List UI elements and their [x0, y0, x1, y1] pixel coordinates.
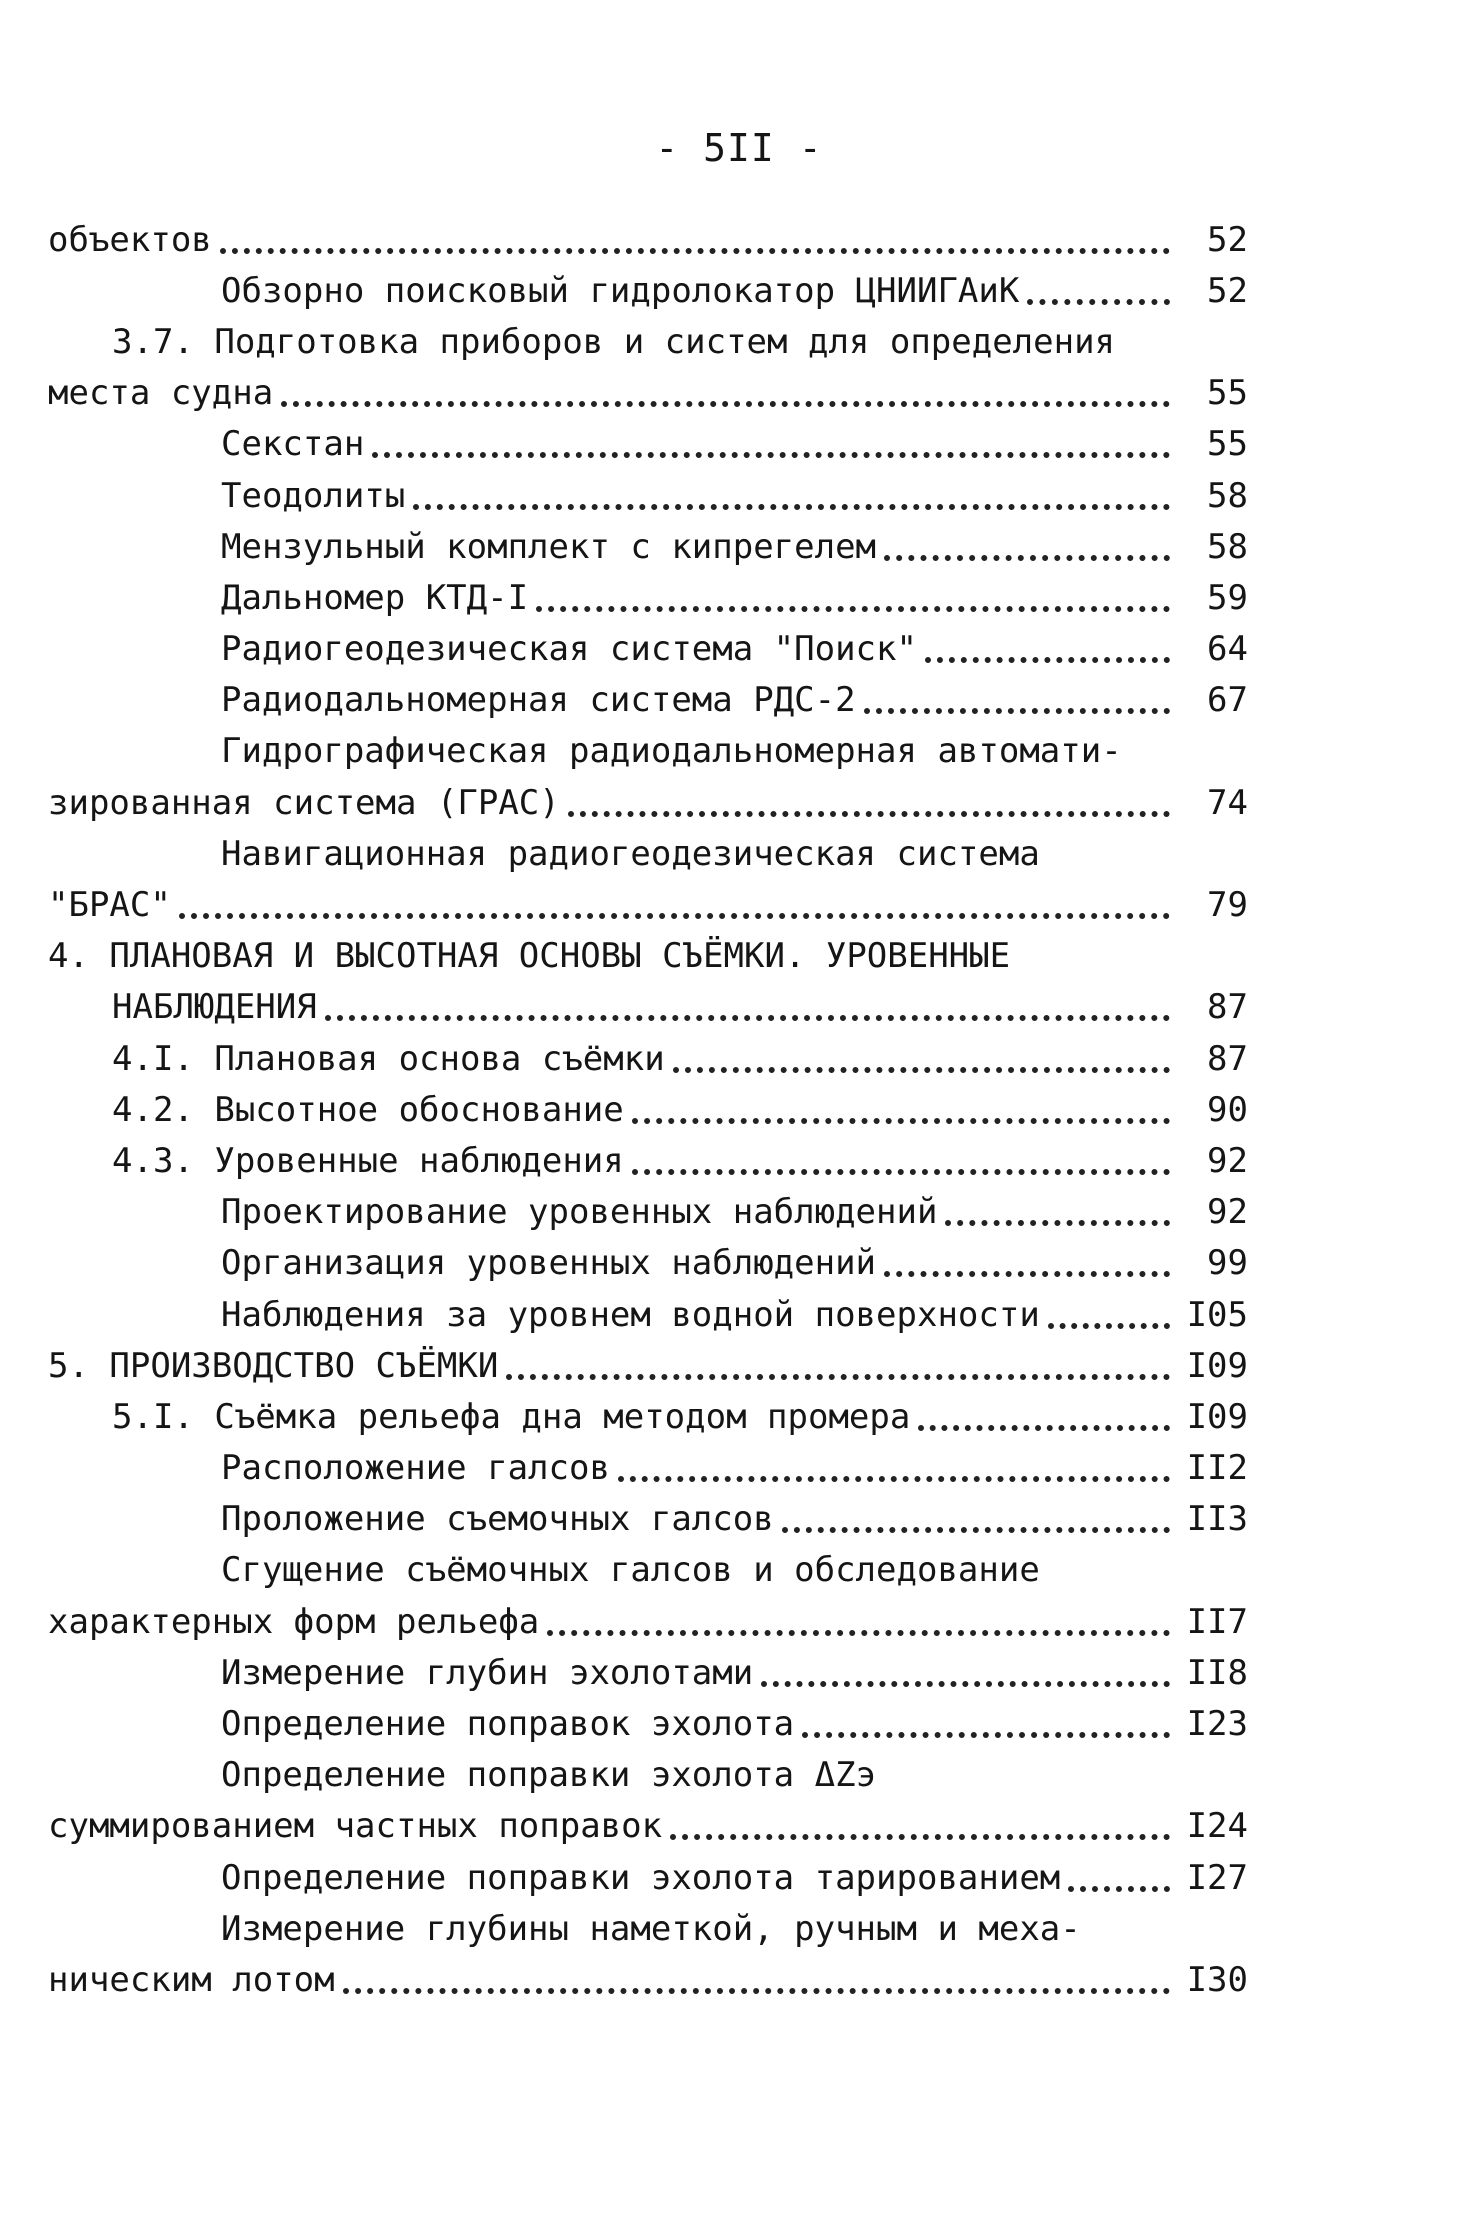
toc-entry-title: Расположение галсов	[221, 1448, 610, 1489]
toc-entry-page: 52	[1207, 219, 1248, 260]
dot-leader	[673, 1033, 1170, 1073]
toc-entry-title: Навигационная радиогеодезическая система	[221, 833, 1040, 874]
dot-leader	[802, 1698, 1170, 1738]
toc-entry-title: Теодолиты	[221, 475, 406, 516]
toc-entry-page: I30	[1186, 1959, 1248, 2000]
table-of-contents	[48, 214, 1248, 2006]
dot-leader	[945, 1187, 1170, 1227]
toc-entry	[48, 1698, 1248, 1749]
toc-entry	[48, 1954, 1248, 2005]
toc-entry	[48, 1289, 1248, 1340]
toc-entry-page: 74	[1207, 782, 1248, 823]
toc-entry	[48, 1084, 1248, 1135]
toc-entry-page: I23	[1186, 1704, 1248, 1745]
toc-entry	[48, 1391, 1248, 1442]
toc-entry	[48, 1135, 1248, 1186]
toc-entry-page: I09	[1186, 1345, 1248, 1386]
toc-entry	[48, 1238, 1248, 1289]
toc-entry	[48, 1647, 1248, 1698]
toc-entry	[48, 1801, 1248, 1852]
toc-entry-title: 4.I. Плановая основа съёмки	[112, 1038, 665, 1079]
dot-leader	[1027, 265, 1170, 305]
toc-entry-page: 92	[1207, 1140, 1248, 1181]
toc-entry	[48, 521, 1248, 572]
toc-entry-title: Радиогеодезическая система "Поиск"	[221, 629, 917, 670]
dot-leader	[325, 982, 1170, 1022]
toc-entry-page: 90	[1207, 1089, 1248, 1130]
toc-entry-title: характерных форм рельефа	[48, 1601, 540, 1642]
toc-entry	[48, 1596, 1248, 1647]
toc-entry-title: Измерение глубины наметкой, ручным и меха-	[221, 1908, 1081, 1949]
toc-entry-title: Измерение глубин эхолотами	[221, 1652, 754, 1693]
toc-entry-title: 5.I. Съёмка рельефа дна методом промера	[112, 1396, 911, 1437]
dot-leader	[884, 1238, 1170, 1278]
toc-entry-title: Организация уровенных наблюдений	[221, 1243, 877, 1284]
toc-entry	[48, 1852, 1248, 1903]
toc-entry-title: Секстан	[221, 424, 365, 465]
toc-entry-page: 64	[1207, 629, 1248, 670]
toc-entry	[48, 1340, 1248, 1391]
toc-entry-title: Наблюдения за уровнем водной поверхности	[221, 1294, 1040, 1335]
toc-entry-page: I24	[1186, 1806, 1248, 1847]
toc-entry-page: 55	[1207, 373, 1248, 414]
dot-leader	[568, 777, 1170, 817]
toc-entry-title: "БРАС"	[48, 885, 171, 926]
toc-entry-page: I27	[1186, 1857, 1248, 1898]
toc-entry	[48, 1750, 1248, 1801]
toc-entry-title: Гидрографическая радиодальномерная автомати-	[221, 731, 1122, 772]
toc-entry-title: Определение поправки эхолота тарированием	[221, 1857, 1061, 1898]
dot-leader	[632, 1135, 1170, 1175]
toc-entry-title: 4.2. Высотное обоснование	[112, 1089, 624, 1130]
toc-entry-title: 3.7. Подготовка приборов и систем для определения	[112, 321, 1116, 362]
toc-entry-title: Радиодальномерная система РДС-2	[221, 680, 856, 721]
toc-entry-page: 59	[1207, 577, 1248, 618]
toc-entry	[48, 470, 1248, 521]
toc-entry-page: I05	[1186, 1294, 1248, 1335]
dot-leader	[632, 1084, 1170, 1124]
toc-entry	[48, 828, 1248, 879]
dot-leader	[1068, 1852, 1170, 1892]
toc-entry-page: I09	[1186, 1396, 1248, 1437]
toc-entry-title: Сгущение съёмочных галсов и обследование	[221, 1550, 1040, 1591]
toc-entry-title: Дальномер КТД-I	[221, 577, 529, 618]
toc-entry	[48, 316, 1248, 367]
toc-entry	[48, 1033, 1248, 1084]
dot-leader	[782, 1494, 1170, 1534]
dot-leader	[547, 1596, 1170, 1636]
dot-leader	[343, 1954, 1170, 1994]
toc-entry-title: Мензульный комплект с кипрегелем	[221, 526, 877, 567]
toc-entry	[48, 214, 1248, 265]
toc-entry-page: 87	[1207, 987, 1248, 1028]
toc-entry-page: 87	[1207, 1038, 1248, 1079]
toc-entry	[48, 675, 1248, 726]
dot-leader	[1048, 1289, 1170, 1329]
toc-entry	[48, 572, 1248, 623]
toc-entry-title: объектов	[48, 219, 212, 260]
toc-entry	[48, 1443, 1248, 1494]
toc-entry-title: Проектирование уровенных наблюдений	[221, 1192, 938, 1233]
toc-entry-title: суммированием частных поправок	[48, 1806, 663, 1847]
toc-entry	[48, 1187, 1248, 1238]
dot-leader	[864, 675, 1170, 715]
dot-leader	[413, 470, 1170, 510]
dot-leader	[220, 214, 1170, 254]
toc-entry-title: Определение поправок эхолота	[221, 1704, 795, 1745]
dot-leader	[925, 624, 1170, 664]
toc-entry-title: места судна	[48, 373, 274, 414]
dot-leader	[506, 1340, 1170, 1380]
toc-entry	[48, 777, 1248, 828]
toc-entry-page: 99	[1207, 1243, 1248, 1284]
toc-entry-page: 55	[1207, 424, 1248, 465]
toc-entry	[48, 726, 1248, 777]
toc-entry-page: 67	[1207, 680, 1248, 721]
toc-entry-page: 52	[1207, 270, 1248, 311]
toc-entry-title: зированная система (ГРАС)	[48, 782, 560, 823]
toc-entry	[48, 879, 1248, 930]
page-number: - 5II -	[655, 126, 823, 170]
toc-entry-title: Определение поправки эхолота ΔZэ	[221, 1755, 877, 1796]
toc-entry	[48, 368, 1248, 419]
toc-entry-title: НАБЛЮДЕНИЯ	[112, 987, 317, 1028]
dot-leader	[918, 1391, 1170, 1431]
toc-entry-page: 58	[1207, 475, 1248, 516]
toc-entry-title: ническим лотом	[48, 1959, 335, 2000]
toc-entry	[48, 931, 1248, 982]
toc-entry-title: Проложение съемочных галсов	[221, 1499, 774, 1540]
dot-leader	[884, 521, 1170, 561]
dot-leader	[372, 419, 1170, 459]
toc-entry-title: Обзорно поисковый гидролокатор ЦНИИГАиК	[221, 270, 1020, 311]
toc-entry	[48, 1494, 1248, 1545]
dot-leader	[670, 1801, 1170, 1841]
dot-leader	[281, 368, 1170, 408]
dot-leader	[536, 572, 1170, 612]
toc-entry	[48, 265, 1248, 316]
toc-entry-title: 4. ПЛАНОВАЯ И ВЫСОТНАЯ ОСНОВЫ СЪЁМКИ. УРОВЕННЫЕ	[48, 936, 1011, 977]
dot-leader	[618, 1443, 1170, 1483]
toc-entry-page: II3	[1186, 1499, 1248, 1540]
toc-entry	[48, 1903, 1248, 1954]
toc-entry-title: 5. ПРОИЗВОДСТВО СЪЁМКИ	[48, 1345, 499, 1386]
toc-entry-title: 4.3. Уровенные наблюдения	[112, 1140, 624, 1181]
toc-entry-page: II2	[1186, 1448, 1248, 1489]
toc-entry-page: 58	[1207, 526, 1248, 567]
toc-entry-page: II7	[1186, 1601, 1248, 1642]
toc-entry	[48, 1545, 1248, 1596]
toc-entry-page: II8	[1186, 1652, 1248, 1693]
toc-entry-page: 79	[1207, 885, 1248, 926]
toc-entry	[48, 624, 1248, 675]
toc-entry-page: 92	[1207, 1192, 1248, 1233]
toc-entry	[48, 419, 1248, 470]
dot-leader	[179, 879, 1170, 919]
dot-leader	[761, 1647, 1170, 1687]
toc-entry	[48, 982, 1248, 1033]
